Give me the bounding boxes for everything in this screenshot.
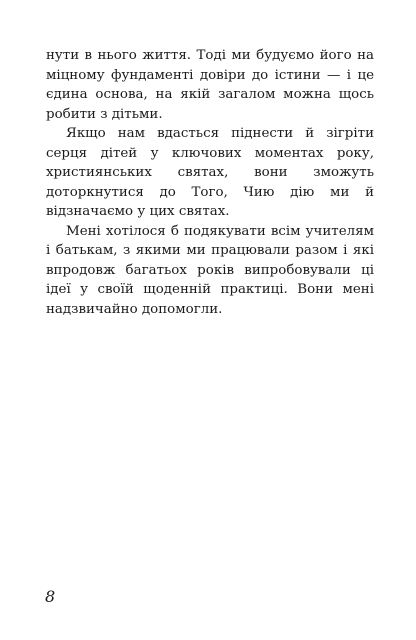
paragraph-thanks: Мені хотілося б подякувати всім учителям і батькам, з якими ми працювали разом і які впродовж багатьох років випробовували ці ідеї у своїй щоденній практиці. Вони мені надзвичайно допомогли. — [46, 223, 374, 317]
paragraph-hearts: Якщо нам вдасться піднести й зігріти серця дітей у ключових моментах року, християнських святах, вони зможуть доторкнутися до Того, Чию дію ми й відзначаємо у цих святах. — [46, 126, 374, 219]
page-number: 8 — [45, 587, 56, 606]
page-body — [46, 46, 374, 319]
paragraph-continuation: нути в нього життя. Тоді ми будуємо його на міцному фундаменті довіри до істини — і це єдина основа, на якій загалом можна щось робити з дітьми. — [46, 48, 374, 122]
